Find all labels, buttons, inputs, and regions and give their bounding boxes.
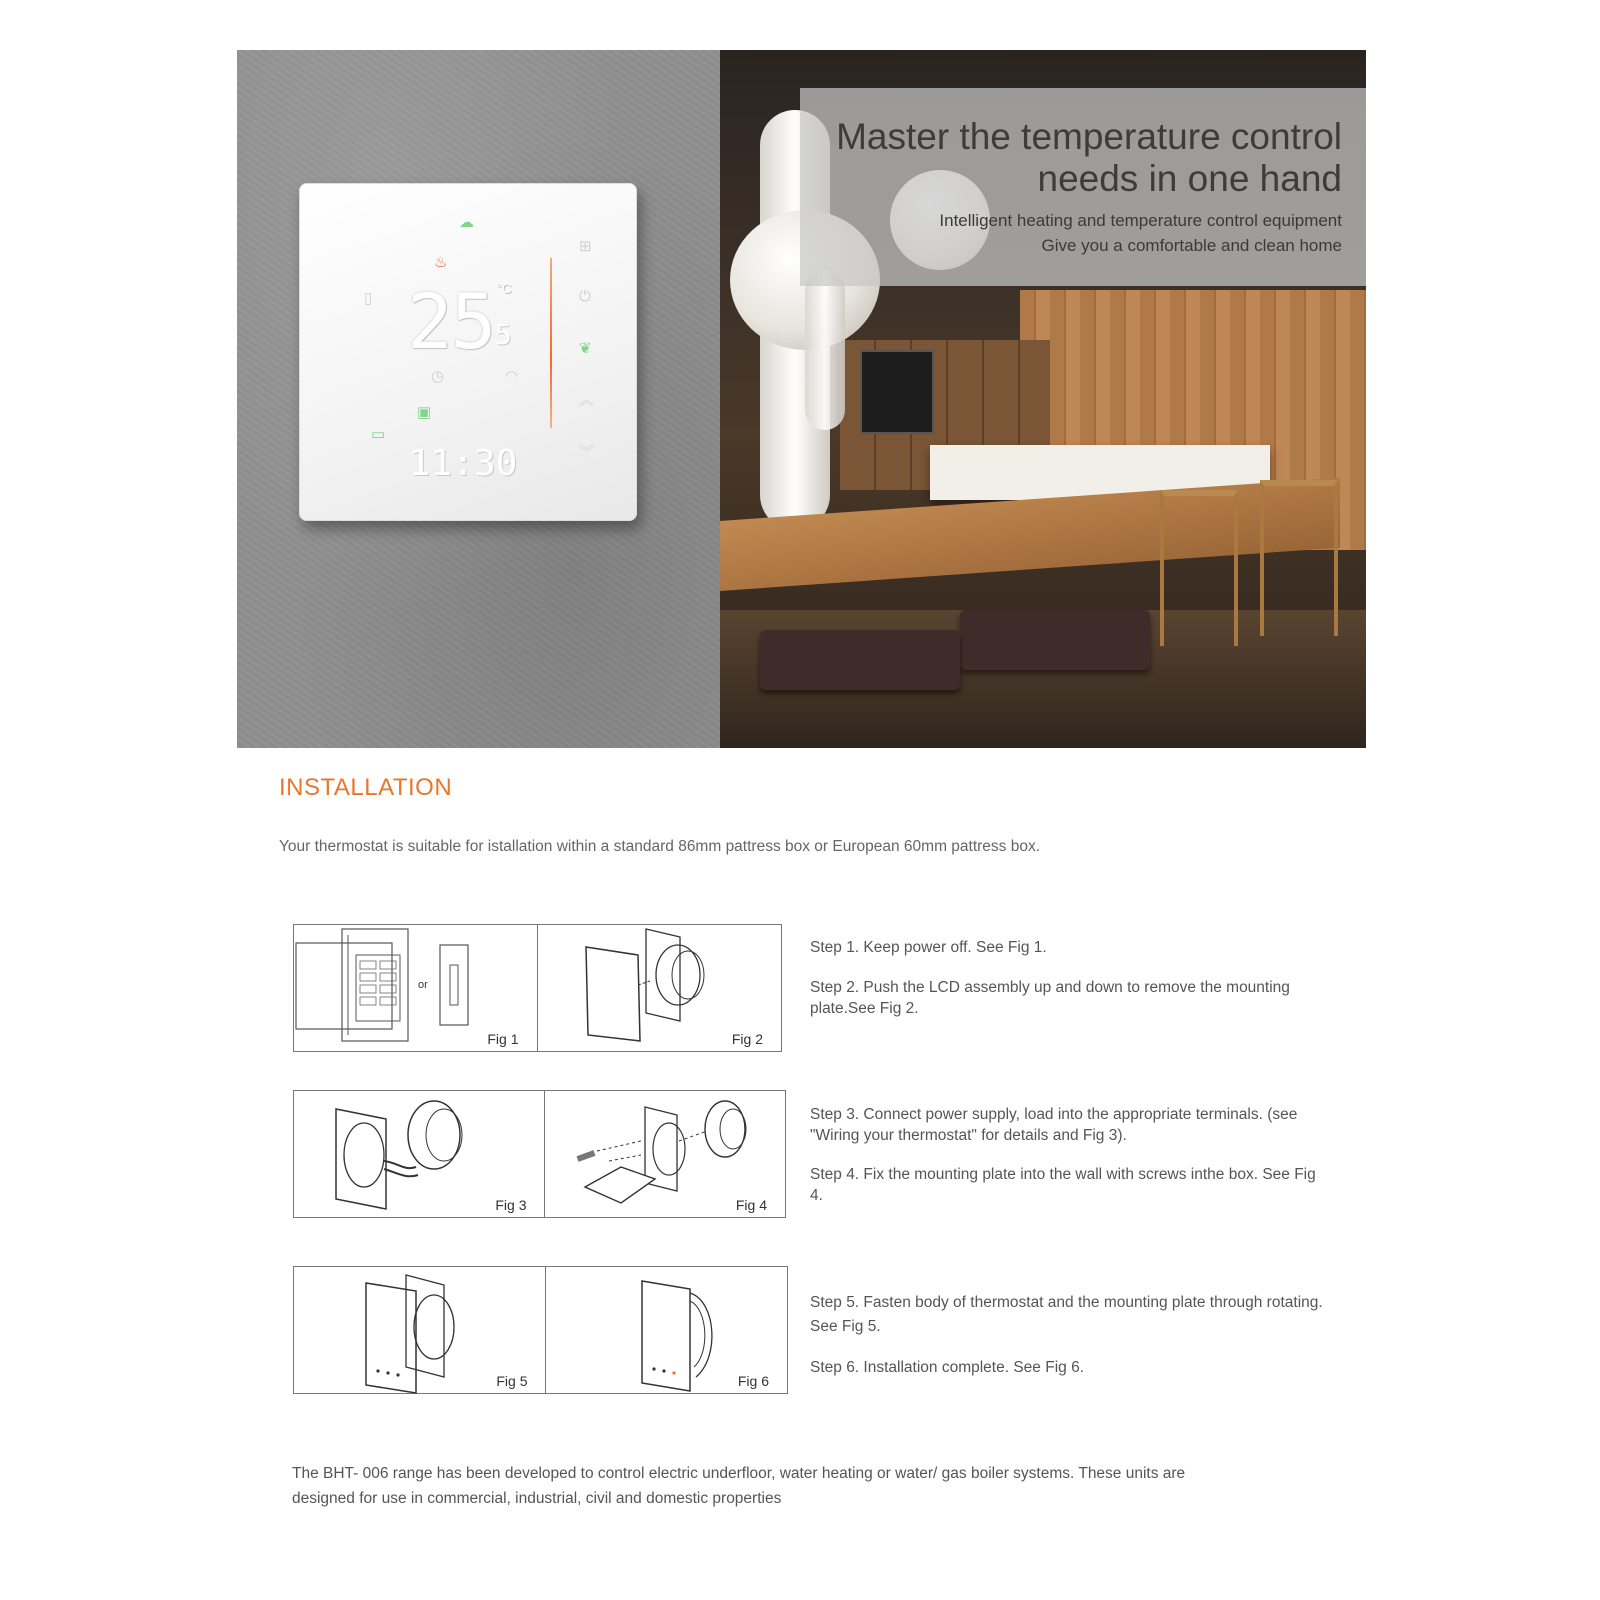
figure-5-caption: Fig 5 — [496, 1373, 528, 1389]
figure-6-caption: Fig 6 — [737, 1373, 769, 1389]
figure-2-caption: Fig 2 — [731, 1031, 763, 1047]
time-readout: 11:30 — [409, 443, 518, 484]
figure-3 — [294, 1091, 544, 1217]
step-3: Step 3. Connect power supply, load into the appropriate terminals. (see "Wiring your thermostat" for details and Fig 3). — [810, 1106, 1298, 1144]
hero-subtitle-line1: Intelligent heating and temperature control equipment — [939, 211, 1342, 230]
hero-title-line2: needs in one hand — [1037, 158, 1342, 199]
hero-title-line1: Master the temperature control — [836, 116, 1342, 157]
figure-row-2 — [293, 1090, 786, 1218]
installation-heading: INSTALLATION — [279, 774, 453, 801]
figure-row-1 — [293, 924, 782, 1052]
step-6: Step 6. Installation complete. See Fig 6. — [810, 1359, 1084, 1376]
figure-2 — [537, 925, 782, 1051]
step-4: Step 4. Fix the mounting plate into the wall with screws inthe box. See Fig 4. — [810, 1166, 1316, 1204]
up-chevron-icon[interactable]: ︽ — [579, 392, 595, 409]
figure-1 — [294, 925, 537, 1051]
figure-4 — [544, 1091, 785, 1217]
product-description: The BHT- 006 range has been developed to control electric underfloor, water heating or water/ gas boiler systems. These units are designed for use in commercial, industrial, civil and domestic properties — [292, 1465, 1186, 1507]
thermostat-device — [299, 183, 637, 521]
lock-icon: ▣ — [417, 404, 432, 421]
temperature-readout: 25 — [407, 277, 495, 366]
eco-icon: ▭ — [371, 426, 386, 443]
fig1-or-label: or — [418, 979, 428, 991]
door-icon: ▯ — [364, 290, 373, 307]
flame-icon: ♨ — [434, 254, 448, 271]
wifi-icon: ◠ — [505, 368, 519, 385]
figure-4-caption: Fig 4 — [735, 1197, 767, 1213]
figure-5 — [294, 1267, 545, 1393]
figure-6 — [545, 1267, 787, 1393]
figure-3-caption: Fig 3 — [495, 1197, 527, 1213]
kitchen-photo — [720, 50, 1366, 748]
hero-subtitle-line2: Give you a comfortable and clean home — [1041, 236, 1342, 255]
menu-grid-icon[interactable]: ⊞ — [579, 238, 592, 255]
leaf-icon[interactable]: ❦ — [579, 340, 592, 357]
figure-1-caption: Fig 1 — [487, 1031, 519, 1047]
step-1: Step 1. Keep power off. See Fig 1. — [810, 939, 1047, 956]
figure-row-3 — [293, 1266, 788, 1394]
clock-icon: ◷ — [431, 368, 445, 385]
concrete-wall — [237, 50, 720, 748]
step-2: Step 2. Push the LCD assembly up and down to remove the mounting plate.See Fig 2. — [810, 979, 1290, 1017]
power-icon[interactable]: ⏻ — [579, 288, 591, 305]
temperature-decimal: 5 — [495, 318, 512, 351]
hero-banner — [237, 50, 1366, 748]
hero-subtitle — [782, 208, 1342, 258]
cloud-icon: ☁ — [459, 214, 474, 231]
down-chevron-icon[interactable]: ︾ — [579, 444, 595, 461]
temperature-slider-bar — [550, 258, 552, 428]
step-5: Step 5. Fasten body of thermostat and the mounting plate through rotating. See Fig 5. — [810, 1294, 1323, 1335]
installation-intro: Your thermostat is suitable for istallation within a standard 86mm pattress box or European 60mm pattress box. — [279, 838, 1041, 855]
temperature-unit: °C — [496, 280, 512, 296]
hero-title — [782, 116, 1342, 200]
